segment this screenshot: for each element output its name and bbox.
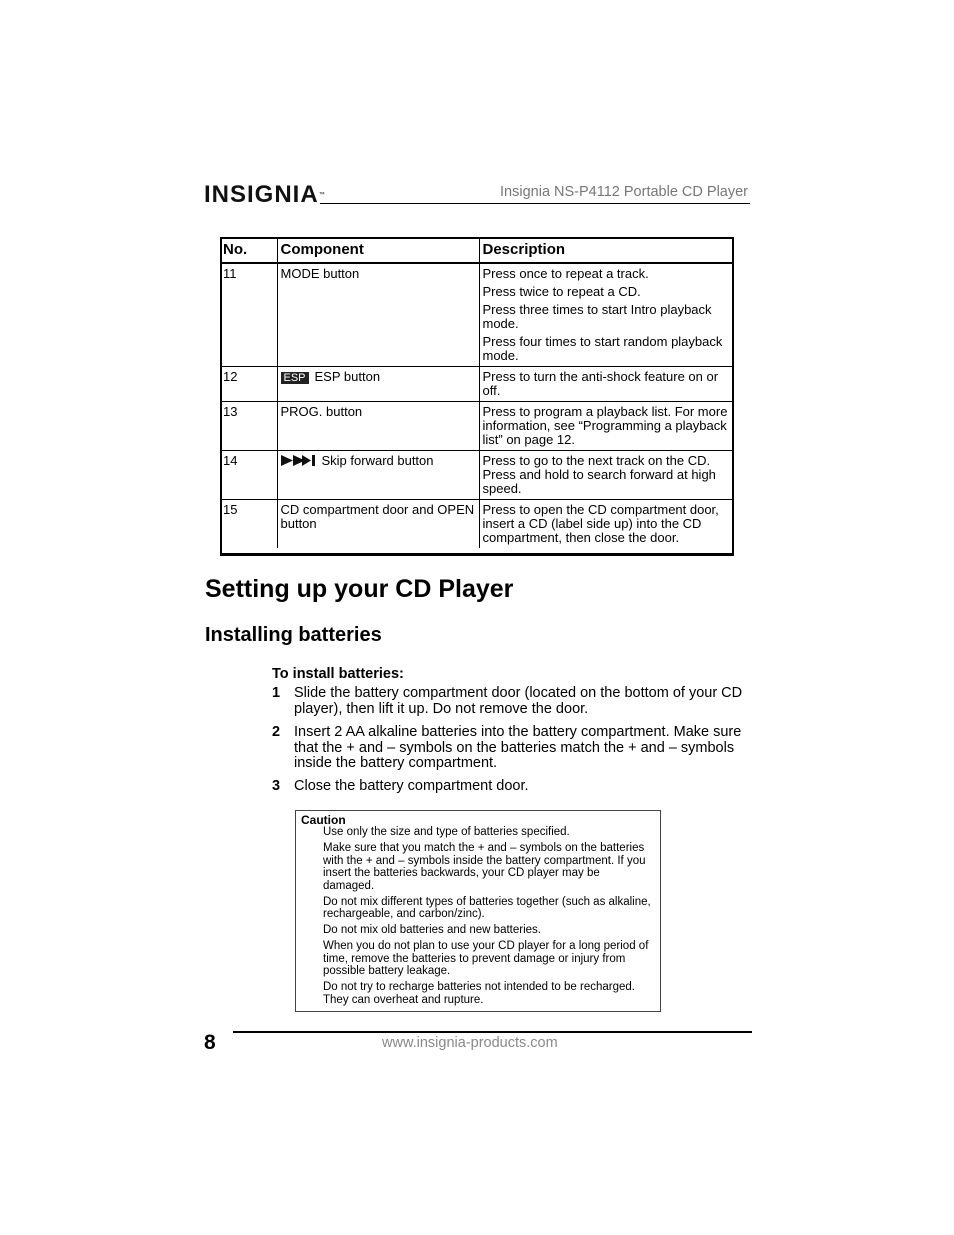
row-description xyxy=(479,451,734,500)
row-number: 13 xyxy=(220,402,277,451)
description-line: Press to open the CD compartment door, insert a CD (label side up) into the CD compartment, then close the door. xyxy=(482,502,719,545)
row-description xyxy=(479,263,734,367)
step-number: 3 xyxy=(272,778,281,794)
row-component xyxy=(277,451,479,500)
header-rule xyxy=(320,203,750,204)
page-number: 8 xyxy=(204,1031,216,1054)
row-description xyxy=(479,367,734,402)
table-header-row xyxy=(220,237,734,263)
caution-list xyxy=(323,826,653,1010)
header-component: Component xyxy=(277,237,479,263)
logo-text: INSIGNIA xyxy=(204,181,319,208)
footer-url: www.insignia-products.com xyxy=(382,1035,558,1051)
caution-item: Make sure that you match the + and – symbols on the batteries with the + and – symbols inside the battery compartment. If you insert the batteries backwards, your CD player may be damaged. xyxy=(323,842,646,892)
row-description xyxy=(479,402,734,451)
table-row xyxy=(220,402,734,451)
document-title: Insignia NS-P4112 Portable CD Player xyxy=(500,184,748,200)
step-number: 1 xyxy=(272,685,281,701)
description-line: Press twice to repeat a CD. xyxy=(482,284,641,299)
insignia-logo xyxy=(204,180,326,210)
caution-item: Do not try to recharge batteries not intended to be recharged. They can overheat and rupture. xyxy=(323,981,635,1006)
description-line: Press to program a playback list. For more information, see “Programming a playback list” on page 12. xyxy=(482,404,728,447)
step-text: Insert 2 AA alkaline batteries into the battery compartment. Make sure that the + and – symbols on the batteries match the + and – symbols inside the battery compartment. xyxy=(294,724,742,771)
caution-title: Caution xyxy=(301,813,346,827)
logo-trademark: ™ xyxy=(318,192,326,198)
row-number: 11 xyxy=(220,263,277,367)
skip-forward-icon xyxy=(281,455,317,469)
step-item xyxy=(272,779,752,795)
row-component: CD compartment door and OPEN button xyxy=(277,500,479,549)
esp-badge-icon: ESP xyxy=(281,372,309,384)
row-description xyxy=(479,500,734,549)
row-number: 12 xyxy=(220,367,277,402)
caution-item: Do not mix different types of batteries together (such as alkaline, rechargeable, and carbon/zinc). xyxy=(323,895,651,920)
table-row xyxy=(220,367,734,402)
row-component: MODE button xyxy=(277,263,479,367)
step-item xyxy=(272,725,752,772)
section-subtitle: Installing batteries xyxy=(205,624,382,646)
step-text: Slide the battery compartment door (located on the bottom of your CD player), then lift it up. Do not remove the door. xyxy=(294,685,743,717)
row-number: 14 xyxy=(220,451,277,500)
row-component: PROG. button xyxy=(277,402,479,451)
table-row xyxy=(220,451,734,500)
description-line: Press to turn the anti-shock feature on or off. xyxy=(482,369,719,398)
step-number: 2 xyxy=(272,724,281,740)
step-item xyxy=(272,686,752,717)
row-component xyxy=(277,367,479,402)
caution-item: Use only the size and type of batteries specified. xyxy=(323,826,570,838)
table-row xyxy=(220,263,734,367)
section-title: Setting up your CD Player xyxy=(205,575,514,603)
component-table xyxy=(220,237,734,548)
component-label: ESP button xyxy=(314,369,381,384)
description-line: Press once to repeat a track. xyxy=(482,266,649,281)
table-row xyxy=(220,500,734,549)
step-text: Close the battery compartment door. xyxy=(294,778,529,794)
component-label: Skip forward button xyxy=(321,453,434,468)
description-line: Press three times to start Intro playback mode. xyxy=(482,302,712,331)
steps-title: To install batteries: xyxy=(272,666,404,682)
footer-rule xyxy=(233,1031,752,1033)
description-line: Press to go to the next track on the CD. Press and hold to search forward at high speed. xyxy=(482,453,716,496)
header-description: Description xyxy=(479,237,734,263)
header-no: No. xyxy=(220,237,277,263)
caution-item: Do not mix old batteries and new batteries. xyxy=(323,924,541,936)
description-line: Press four times to start random playback mode. xyxy=(482,334,723,363)
row-number: 15 xyxy=(220,500,277,549)
caution-item: When you do not plan to use your CD player for a long period of time, remove the batteries to prevent damage or injury from possible battery leakage. xyxy=(323,940,649,977)
